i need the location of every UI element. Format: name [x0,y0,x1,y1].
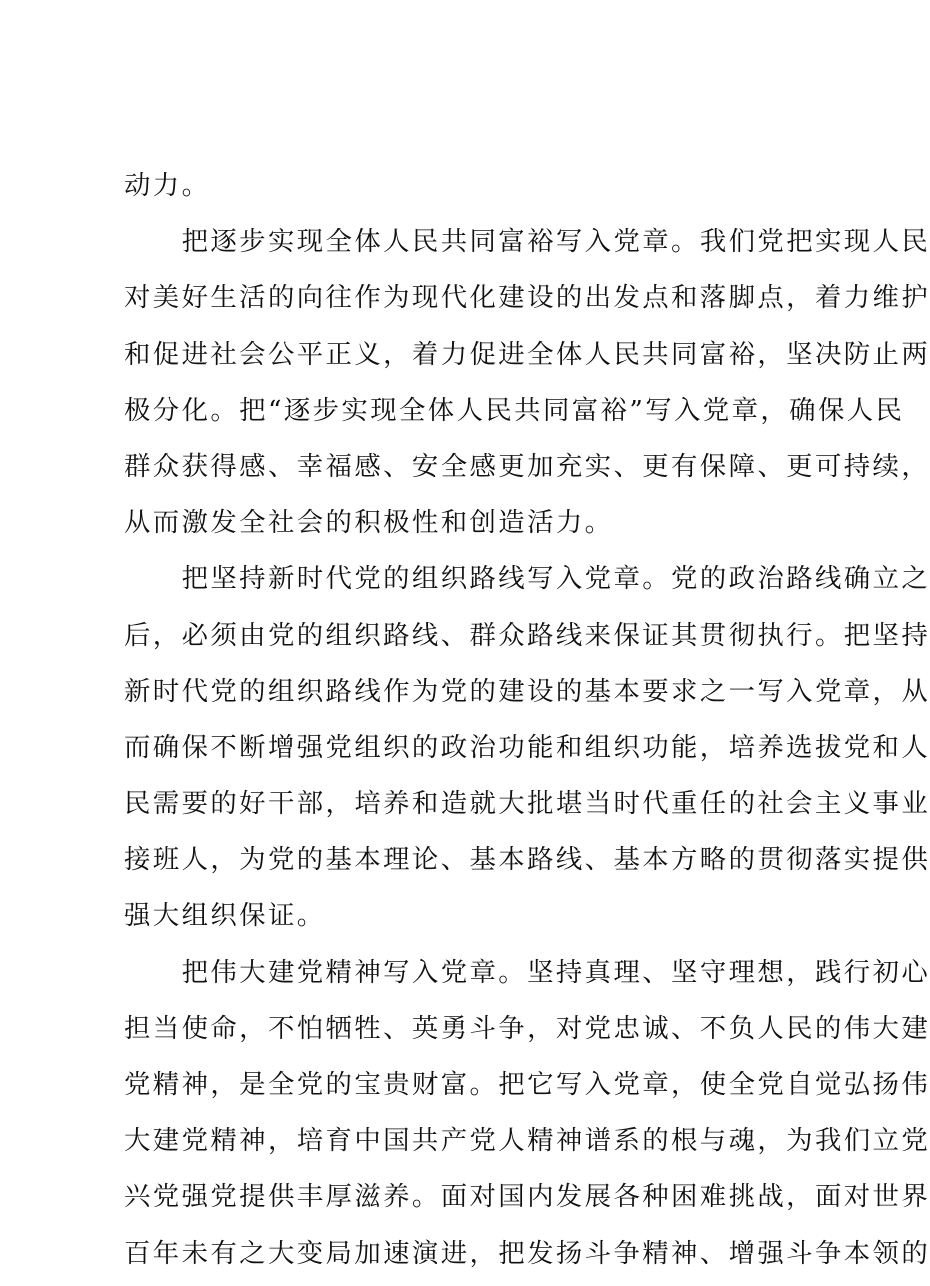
text-line: 后，必须由党的组织路线、群众路线来保证其贯彻执行。把坚持 [124,619,930,651]
text-line: 群众获得感、幸福感、安全感更加充实、更有保障、更可持续， [124,450,930,482]
text-line: 民需要的好干部，培养和造就大批堪当时代重任的社会主义事业 [124,788,930,820]
text-line: 新时代党的组织路线作为党的建设的基本要求之一写入党章，从 [124,675,930,707]
text-line: 兴党强党提供丰厚滋养。面对国内发展各种困难挑战，面对世界 [124,1181,930,1213]
paragraph-first-line: 把逐步实现全体人民共同富裕写入党章。我们党把实现人民 [181,226,930,258]
text-line: 从而激发全社会的积极性和创造活力。 [124,507,614,539]
text-line: 极分化。把“逐步实现全体人民共同富裕”写入党章，确保人民 [124,394,905,426]
text-line: 和促进社会公平正义，着力促进全体人民共同富裕，坚决防止两 [124,338,930,370]
paragraph-first-line: 把坚持新时代党的组织路线写入党章。党的政治路线确立之 [181,563,930,595]
text-line: 接班人，为党的基本理论、基本路线、基本方略的贯彻落实提供 [124,844,930,876]
text-line: 百年未有之大变局加速演进，把发扬斗争精神、增强斗争本领的 [124,1237,930,1269]
paragraph-first-line: 把伟大建党精神写入党章。坚持真理、坚守理想，践行初心 [181,956,930,988]
text-line: 强大组织保证。 [124,900,326,932]
text-line: 担当使命，不怕牺牲、英勇斗争，对党忠诚、不负人民的伟大建 [124,1012,930,1044]
body-text [124,158,930,1282]
text-line: 动力。 [124,170,211,201]
text-line: 大建党精神，培育中国共产党人精神谱系的根与魂，为我们立党 [124,1125,930,1157]
text-line: 而确保不断增强党组织的政治功能和组织功能，培养选拔党和人 [124,731,930,763]
text-line: 党精神，是全党的宝贵财富。把它写入党章，使全党自觉弘扬伟 [124,1069,930,1100]
text-line: 对美好生活的向往作为现代化建设的出发点和落脚点，着力维护 [124,282,930,314]
